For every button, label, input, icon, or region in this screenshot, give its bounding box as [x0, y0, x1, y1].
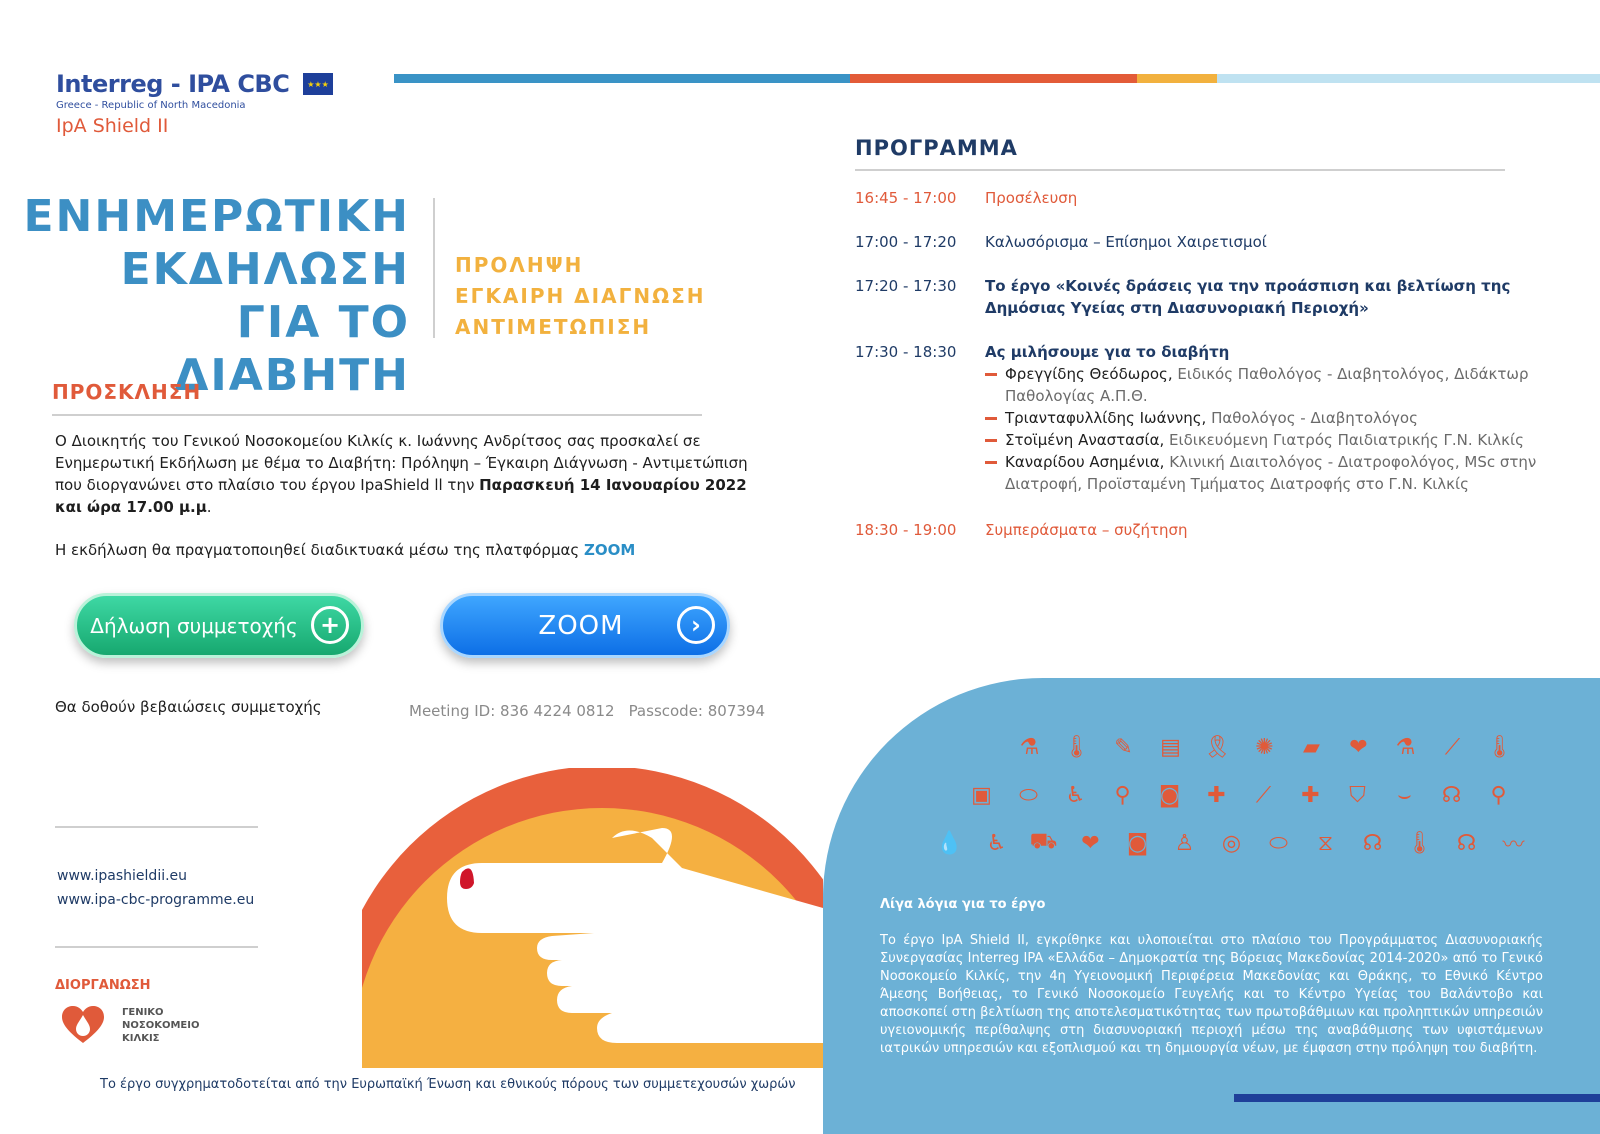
register-button-label: Δήλωση συμμετοχής	[90, 613, 298, 638]
thermometer-icon: 🌡	[1485, 734, 1514, 760]
capsules-icon: ✚	[1207, 782, 1226, 808]
hospital-logo-icon	[60, 1005, 106, 1049]
color-bar-segment-yellow	[1137, 74, 1217, 83]
beaker-icon: ⚗	[1395, 734, 1416, 760]
figure-icon: ♙	[1174, 830, 1195, 856]
meeting-id: Meeting ID: 836 4224 0812	[409, 702, 615, 720]
hospital-name-line3: ΚΙΛΚΙΣ	[122, 1033, 160, 1044]
icon-row	[958, 776, 1556, 814]
hospital-name-line2: ΝΟΣΟΚΟΜΕΙΟ	[122, 1020, 200, 1031]
thermometer-icon: 🌡	[1405, 830, 1434, 856]
about-text: Το έργο IpA Shield II, εγκρίθηκε και υλοποιείται στο πλαίσιο του Προγράμματος Διασυνοριακής Συνεργασίας Interreg IPA «Ελλάδα – Δημοκρατία της Βόρειας Μακεδονίας 2014-2020» από το Γενικό Νοσοκομείο Κιλκίς, την 4η Υγειονομική Περιφέρεια Μακεδονίας και Θράκης, το Εθνικό Κέντρο Άμεσης Βοήθειας, το Γενικό Νοσοκομείο Γευγελής και το Κέντρο Υγείας του Βαλάντοβο και αποσκοπεί στη βελτίωση της αποτελεσματικότητας των πρωτοβάθμιων και προληπτικών υπηρεσιών υγειονομικής περίθαλψης στη διασυνοριακή περιοχή μέσω της αναβάθμισης των υφιστάμενων ιατρικών υπηρεσιών και εξοπλισμού και τη δημιουργία νέων, με έμφαση στην πρόληψη του διαβήτη.	[880, 933, 1543, 1056]
invitation-date: Παρασκευή 14 Ιανουαρίου 2022 και ώρα 17.00 μ.μ	[55, 476, 747, 516]
event-title-line3: ΓΙΑ ΤΟ ΔΙΑΒΗΤΗ	[174, 297, 410, 401]
speaker-item	[985, 363, 1545, 407]
speaker-role: Ειδικευόμενη Γιατρός Παιδιατρικής Γ.Ν. Κιλκίς	[1164, 431, 1524, 449]
links-divider-top	[55, 826, 258, 828]
glucometer-icon: ▣	[971, 782, 992, 808]
program-time: 17:00 - 17:20	[855, 233, 957, 251]
speaker-role: Κλινική Διαιτολόγος - Διατροφολόγος, MSc στην Διατροφή, Προϊσταμένη Τμήματος Διατροφής στο Γ.Ν. Κιλκίς	[1005, 453, 1537, 493]
pills-icon: ⬭	[1019, 782, 1038, 808]
finger-prick-svg	[362, 768, 823, 1068]
scalpel-icon: ✎	[1114, 734, 1133, 760]
color-bar-segment-blue	[394, 74, 850, 83]
interreg-logo: Interreg - IPA CBC	[56, 70, 290, 98]
invitation-body: Ο Διοικητής του Γενικού Νοσοκομείου Κιλκίς κ. Ιωάννης Ανδρίτσος σας προσκαλεί σε Ενημερωτική Εκδήλωση με θέμα το Διαβήτη: Πρόληψη – Έγκαιρη Διάγνωση - Αντιμετώπιση που διοργανώνει στο πλαίσιο του έργου IpaShield ll την	[55, 432, 748, 494]
platform-name: ZOOM	[583, 541, 636, 559]
stethoscope-icon: ☊	[1441, 782, 1462, 808]
meeting-passcode: Passcode: 807394	[628, 702, 766, 720]
dropper-icon: ⟋	[1255, 782, 1272, 808]
thermometer-icon: 🌡	[1062, 734, 1091, 760]
subtitle-prevention: ΠΡΟΛΗΨΗ	[455, 253, 584, 277]
about-heading: Λίγα λόγια για το έργο	[880, 897, 1046, 912]
invitation-text	[55, 430, 775, 518]
blood-drop-icon: 💧	[935, 830, 964, 856]
walking-icon: ♿	[1065, 782, 1086, 808]
clipboard-icon: ▤	[1160, 734, 1181, 760]
speaker-item	[985, 407, 1545, 429]
stethoscope-icon: ☊	[1362, 830, 1383, 856]
heart-pulse-icon: ❤	[1349, 734, 1368, 760]
links-divider-bottom	[55, 946, 258, 948]
program-item: Συμπεράσματα – συζήτηση	[985, 521, 1188, 539]
icon-row	[926, 824, 1556, 862]
color-bar-segment-lightblue	[1217, 74, 1600, 83]
program-item: Καλωσόρισμα – Επίσημοι Χαιρετισμοί	[985, 233, 1267, 251]
chevron-right-icon: ›	[677, 606, 715, 644]
heartbeat-icon: 〰	[1502, 832, 1525, 858]
invitation-end: .	[206, 498, 212, 516]
hospital-name	[122, 1006, 199, 1045]
program-time: 16:45 - 17:00	[855, 189, 957, 207]
meeting-info	[409, 702, 765, 720]
eu-flag-icon: ★★★	[303, 73, 333, 95]
top-color-bar	[394, 74, 1600, 83]
platform-line	[55, 541, 635, 559]
certificates-note: Θα δοθούν βεβαιώσεις συμμετοχής	[55, 698, 322, 716]
logo-region: Greece - Republic of North Macedonia	[56, 100, 246, 111]
program-heading: ΠΡΟΓΡΑΜΜΑ	[855, 136, 1018, 160]
iv-drip-icon: ⚲	[1114, 782, 1131, 808]
program-time: 18:30 - 19:00	[855, 521, 957, 539]
ribbon-icon: 🎗	[1203, 734, 1232, 760]
program-time: 17:20 - 17:30	[855, 277, 957, 295]
wheelchair-icon: ♿	[986, 830, 1007, 856]
syringe-icon: ⟋	[1444, 734, 1461, 760]
dna-icon: ⧖	[1317, 830, 1334, 856]
finger-prick-illustration	[362, 768, 823, 1068]
invitation-heading: ΠΡΟΣΚΛΗΣΗ	[52, 380, 202, 404]
speaker-name: Φρεγγίδης Θεόδωρος,	[1005, 365, 1173, 383]
program-item: Ας μιλήσουμε για το διαβήτη	[985, 343, 1230, 361]
flask-icon: ⚗	[1019, 734, 1040, 760]
speaker-item	[985, 451, 1545, 495]
zoom-button-label: ZOOM	[538, 610, 624, 641]
program-item: Το έργο «Κοινές δράσεις για την προάσπιση και βελτίωση της Δημόσιας Υγείας στη Διασυνοριακή Περιοχή»	[985, 277, 1511, 317]
link-ipa-cbc[interactable]: www.ipa-cbc-programme.eu	[57, 892, 255, 908]
program-time: 17:30 - 18:30	[855, 343, 957, 361]
pills-icon: ⬭	[1269, 830, 1288, 856]
plus-icon: +	[311, 606, 349, 644]
organizer-heading: ΔΙΟΡΓΑΝΩΣΗ	[55, 978, 151, 993]
tooth-icon: ⌣	[1397, 782, 1412, 808]
bandage-icon: ▰	[1303, 734, 1320, 760]
blood-pressure-icon: ◙	[1158, 782, 1181, 808]
microscope-icon: ⚲	[1490, 782, 1507, 808]
link-ipashield[interactable]: www.ipashieldii.eu	[57, 868, 188, 884]
subtitle-treatment: ΑΝΤΙΜΕΤΩΠΙΣΗ	[455, 315, 652, 339]
speaker-item	[985, 429, 1545, 451]
event-title-line1: ΕΝΗΜΕΡΩΤΙΚΗ	[23, 191, 410, 242]
navy-accent-strip	[1234, 1094, 1600, 1102]
virus-icon: ✺	[1255, 734, 1274, 760]
heart-pulse-icon: ❤	[1081, 830, 1100, 856]
program-item: Προσέλευση	[985, 189, 1078, 207]
speaker-name: Τριανταφυλλίδης Ιωάννης,	[1005, 409, 1207, 427]
event-title	[0, 190, 410, 402]
invitation-divider	[52, 414, 702, 416]
color-bar-segment-red	[850, 74, 1137, 83]
subtitle-diagnosis: ΕΓΚΑΙΡΗ ΔΙΑΓΝΩΣΗ	[455, 284, 706, 308]
medkit-icon: ✚	[1301, 782, 1320, 808]
medical-icons-grid	[926, 728, 1556, 872]
speaker-role: Ειδικός Παθολόγος - Διαβητολόγος, Διδάκτωρ Παθολογίας Α.Π.Θ.	[1005, 365, 1529, 405]
icon-row	[1006, 728, 1556, 766]
event-title-line2: ΕΚΔΗΛΩΣΗ	[120, 244, 410, 295]
title-divider	[433, 198, 435, 338]
speaker-role: Παθολόγος - Διαβητολόγος	[1206, 409, 1418, 427]
blood-pressure-icon: ◙	[1126, 830, 1149, 856]
speaker-name: Στοϊμένη Αναστασία,	[1005, 431, 1165, 449]
petri-dish-icon: ◎	[1221, 830, 1242, 856]
project-name: IpA Shield II	[56, 115, 169, 137]
shield-icon: ⛉	[1349, 782, 1366, 808]
zoom-button[interactable]	[440, 593, 730, 658]
platform-text: Η εκδήλωση θα πραγματοποιηθεί διαδικτυακά μέσω της πλατφόρμας	[55, 541, 584, 559]
event-subtitle	[455, 250, 705, 343]
hospital-name-line1: ΓΕΝΙΚΟ	[122, 1007, 164, 1018]
stethoscope-icon: ☊	[1456, 830, 1477, 856]
program-divider	[855, 169, 1505, 171]
ambulance-icon: ⛟	[1029, 829, 1058, 854]
speaker-name: Καναρίδου Ασημένια,	[1005, 453, 1165, 471]
program-item-with-speakers	[985, 341, 1545, 495]
funding-note: Το έργο συγχρηματοδοτείται από την Ευρωπαϊκή Ένωση και εθνικούς πόρους των συμμετεχουσών χωρών	[100, 1077, 796, 1092]
register-button[interactable]	[74, 593, 364, 658]
